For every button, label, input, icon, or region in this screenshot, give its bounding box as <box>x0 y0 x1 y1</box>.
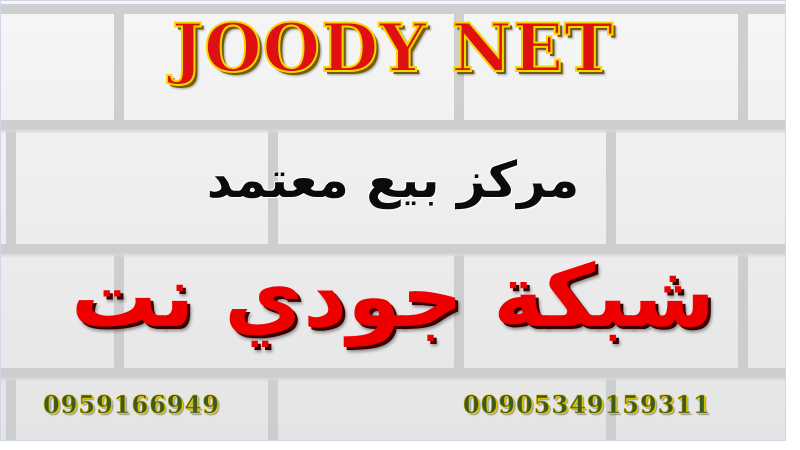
arabic-network-title: شبكة جودي نت <box>71 247 715 347</box>
right-margin <box>786 0 800 450</box>
brand-logo-text: JOODY NET <box>171 9 615 87</box>
tagline-authorized-sales-center: مركز بيع معتمد <box>206 151 580 209</box>
bottom-margin <box>0 441 800 450</box>
phone-number-left: 0959166949 <box>43 390 220 419</box>
phone-number-right: 00905349159311 <box>463 390 711 419</box>
